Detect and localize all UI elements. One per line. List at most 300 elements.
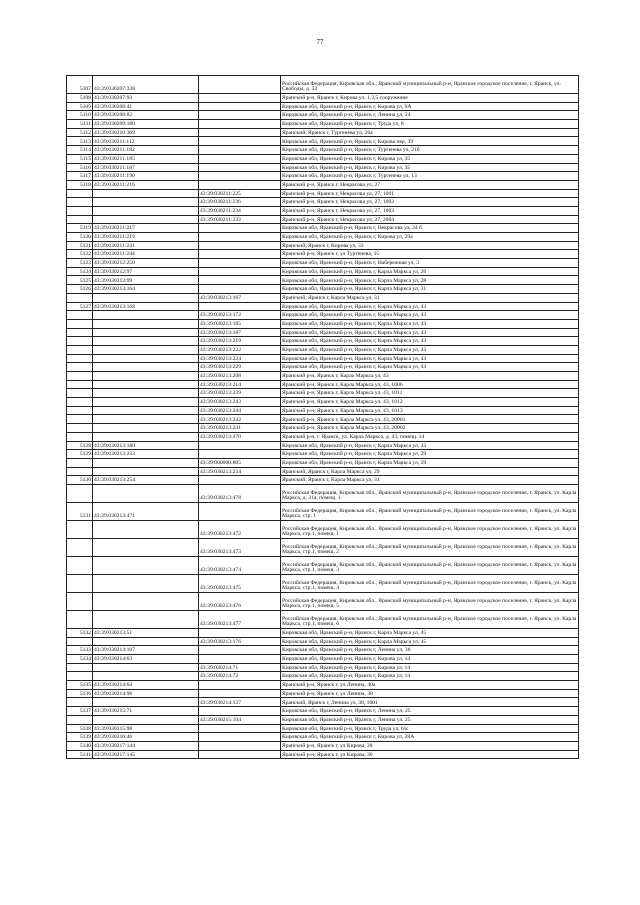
- cadastral-number-cell: [93, 372, 199, 381]
- address-cell: Яранский р-н, Яранск г, Некрасова ул, 27, 2004: [281, 215, 579, 224]
- sub-object-number-cell: [199, 476, 281, 485]
- row-number-cell: [67, 363, 93, 372]
- address-cell: Кировская обл, Яранский р-н, Яранск г, Кирова пер, 39: [281, 137, 579, 146]
- table-row: [67, 574, 579, 592]
- row-number-cell: [67, 574, 93, 592]
- table-row: [67, 467, 579, 476]
- table-row: [67, 520, 579, 538]
- table-row: [67, 233, 579, 242]
- row-number-cell: 5138: [67, 724, 93, 733]
- sub-object-number-cell: [199, 302, 281, 311]
- table-row: [67, 556, 579, 574]
- row-number-cell: [67, 432, 93, 441]
- row-number-cell: [67, 215, 93, 224]
- table-row: [67, 637, 579, 646]
- sub-object-number-cell: 43:39:030211:225: [199, 189, 281, 198]
- table-row: [67, 180, 579, 189]
- cadastral-number-cell: 43:39:030217:144: [93, 741, 199, 750]
- sub-object-number-cell: 43:39:030213:239: [199, 389, 281, 398]
- row-number-cell: 5137: [67, 707, 93, 716]
- row-number-cell: 5141: [67, 750, 93, 759]
- table-row: [67, 458, 579, 467]
- cadastral-number-cell: [93, 189, 199, 198]
- address-cell: Яранский р-н, Яранск г, ул Кирова, 28: [281, 741, 579, 750]
- cadastral-number-cell: 43:39:030208:82: [93, 111, 199, 120]
- address-cell: Кировская обл, Яранский р-н, Яранск г, Карла Маркса ул, 43: [281, 328, 579, 337]
- table-row: [67, 259, 579, 268]
- cadastral-number-cell: 43:39:030211:190: [93, 172, 199, 181]
- address-cell: Кировская обл, Яранский р-н, Яранск г, Некрасова ул, 24 б: [281, 224, 579, 233]
- sub-object-number-cell: 43:39:030213:478: [199, 484, 281, 502]
- row-number-cell: 5135: [67, 681, 93, 690]
- row-number-cell: [67, 637, 93, 646]
- sub-object-number-cell: 43:39:030213:243: [199, 398, 281, 407]
- row-number-cell: 5109: [67, 102, 93, 111]
- cadastral-number-cell: 43:39:030215:98: [93, 724, 199, 733]
- address-cell: Кировская обл, Яранский р-н, Яранск г, Кирова ул, 35: [281, 154, 579, 163]
- cadastral-number-cell: 43:39:030210:369: [93, 128, 199, 137]
- sub-object-number-cell: [199, 724, 281, 733]
- row-number-cell: 5123: [67, 259, 93, 268]
- table-row: [67, 363, 579, 372]
- address-cell: Кировская обл, Яранский р-н, Яранск г, Карла Маркса ул, 29: [281, 458, 579, 467]
- cadastral-number-cell: [93, 198, 199, 207]
- table-row: [67, 267, 579, 276]
- table-row: [67, 502, 579, 520]
- sub-object-number-cell: 43:39:030215:104: [199, 715, 281, 724]
- row-number-cell: [67, 556, 93, 574]
- row-number-cell: 5111: [67, 120, 93, 129]
- cadastral-number-cell: 43:39:030213:164: [93, 285, 199, 294]
- address-cell: Яранский, Яранск г, Карла Маркса ул, 31: [281, 293, 579, 302]
- address-cell: Кировская обл, Яранский р-н, Яранск г, Труда ул, 8: [281, 120, 579, 129]
- row-number-cell: [67, 293, 93, 302]
- table-row: [67, 250, 579, 259]
- address-cell: Кировская обл, Яранский р-н, Яранск г, Карла Маркса ул, 43: [281, 363, 579, 372]
- address-cell: Кировская обл, Яранский р-н, Яранск г, Труда ул, 6/к: [281, 724, 579, 733]
- cadastral-number-cell: [93, 293, 199, 302]
- row-number-cell: 5131: [67, 502, 93, 520]
- row-number-cell: 5113: [67, 137, 93, 146]
- row-number-cell: [67, 319, 93, 328]
- table-row: [67, 698, 579, 707]
- cadastral-number-cell: [93, 206, 199, 215]
- sub-object-number-cell: 43:39:030213:234: [199, 467, 281, 476]
- row-number-cell: [67, 345, 93, 354]
- address-cell: Кировская обл, Яранский р-н, Яранск г, Карла Маркса ул, 31: [281, 285, 579, 294]
- sub-object-number-cell: 43:39:030211:236: [199, 198, 281, 207]
- cadastral-number-cell: 43:39:030211:185: [93, 154, 199, 163]
- address-cell: Яранский р-н, Яранск г, Карла Маркса ул, 43, 1012: [281, 398, 579, 407]
- sub-object-number-cell: [199, 154, 281, 163]
- address-cell: Яранский, Яранск г, Ленина ул, 38, 1001: [281, 698, 579, 707]
- address-cell: Яранский р-н, Яранск г, Карла Маркса ул, 43, 20001: [281, 415, 579, 424]
- sub-object-number-cell: 43:39:030213:185: [199, 319, 281, 328]
- table-row: [67, 733, 579, 742]
- table-row: [67, 646, 579, 655]
- sub-object-number-cell: [199, 76, 281, 94]
- address-cell: Яранский р-н, Яранск г, Карла Маркса ул, 43, 20002: [281, 424, 579, 433]
- sub-object-number-cell: 43:39:030211:233: [199, 215, 281, 224]
- row-number-cell: 5118: [67, 180, 93, 189]
- sub-object-number-cell: 43:39:030213:222: [199, 345, 281, 354]
- table-row: [67, 94, 579, 103]
- sub-object-number-cell: [199, 741, 281, 750]
- table-row: [67, 215, 579, 224]
- address-cell: Яранский, Яранск г, Кирова ул, 33: [281, 241, 579, 250]
- table-row: [67, 120, 579, 129]
- address-cell: Российская Федерация, Кировская обл., Яранский муниципальный р-н, Яранское городское поселение, г. Яранск, ул. Свободы, д. 32: [281, 76, 579, 94]
- cadastral-number-cell: 43:39:030207:93: [93, 94, 199, 103]
- sub-object-number-cell: [199, 655, 281, 664]
- sub-object-number-cell: 43:39:030213:219: [199, 337, 281, 346]
- row-number-cell: [67, 198, 93, 207]
- cadastral-registry-table: [66, 75, 579, 759]
- address-cell: Кировская обл, Яранский р-н, Яранск г, Кирова ул, 35: [281, 163, 579, 172]
- sub-object-number-cell: [199, 241, 281, 250]
- cadastral-number-cell: 43:39:030211:216: [93, 180, 199, 189]
- cadastral-number-cell: 43:39:030211:217: [93, 224, 199, 233]
- address-cell: Кировская обл, Яранский р-н, Яранск г, Кирова ул, 9А: [281, 102, 579, 111]
- table-row: [67, 146, 579, 155]
- table-row: [67, 441, 579, 450]
- sub-object-number-cell: 43:39:030213:208: [199, 372, 281, 381]
- table-row: [67, 163, 579, 172]
- sub-object-number-cell: 43:39:030214:72: [199, 672, 281, 681]
- address-cell: Кировская обл, Яранский р-н, Яранск г, Карла Маркса ул, 33: [281, 441, 579, 450]
- cadastral-number-cell: [93, 432, 199, 441]
- address-cell: Яранский р-н, Яранск г, Карла Маркса ул, 43, 1006: [281, 380, 579, 389]
- address-cell: Кировская обл, Яранский р-н, Яранск г, Карла Маркса ул, 26: [281, 267, 579, 276]
- address-cell: Кировская обл, Яранский р-н, Яранск г, Карла Маркса ул, 28: [281, 276, 579, 285]
- cadastral-number-cell: [93, 345, 199, 354]
- table-row: [67, 102, 579, 111]
- sub-object-number-cell: 43:39:030213:187: [199, 328, 281, 337]
- address-cell: Российская Федерация, Кировская обл., Яранский муниципальный р-н, Яранское городское поселение, г. Яранск, ул. Карла Маркса, стр.1, помещ. 6: [281, 610, 579, 628]
- cadastral-number-cell: [93, 592, 199, 610]
- sub-object-number-cell: [199, 111, 281, 120]
- row-number-cell: 5139: [67, 733, 93, 742]
- address-cell: Яранский р-н, Яранск г, Карла Маркса ул, 43, 1011: [281, 389, 579, 398]
- row-number-cell: [67, 458, 93, 467]
- cadastral-number-cell: [93, 637, 199, 646]
- sub-object-number-cell: [199, 681, 281, 690]
- table-row: [67, 689, 579, 698]
- row-number-cell: [67, 538, 93, 556]
- address-cell: Яранский р-н, Яранск г, Некрасова ул, 27, 1001: [281, 189, 579, 198]
- table-row: [67, 302, 579, 311]
- sub-object-number-cell: [199, 250, 281, 259]
- table-row: [67, 655, 579, 664]
- address-cell: Кировская обл, Яранский р-н, Яранск г, Тургенева ул, 13: [281, 172, 579, 181]
- row-number-cell: 5130: [67, 476, 93, 485]
- row-number-cell: 5128: [67, 441, 93, 450]
- table-row: [67, 750, 579, 759]
- cadastral-number-cell: [93, 398, 199, 407]
- sub-object-number-cell: 43:39:030213:241: [199, 424, 281, 433]
- cadastral-number-cell: 43:39:030211:244: [93, 250, 199, 259]
- cadastral-number-cell: [93, 415, 199, 424]
- table-row: [67, 380, 579, 389]
- address-cell: Российская Федерация, Кировская обл., Яранский муниципальный р-н, Яранское городское поселение, г. Яранск, ул. Карла Маркса, стр.1, помещ. 5: [281, 592, 579, 610]
- sub-object-number-cell: [199, 137, 281, 146]
- sub-object-number-cell: [199, 689, 281, 698]
- cadastral-number-cell: 43:39:030211:219: [93, 233, 199, 242]
- table-row: [67, 398, 579, 407]
- row-number-cell: 5116: [67, 163, 93, 172]
- sub-object-number-cell: 43:39:030213:172: [199, 311, 281, 320]
- row-number-cell: 5136: [67, 689, 93, 698]
- table-row: [67, 198, 579, 207]
- sub-object-number-cell: 43:39:030213:244: [199, 406, 281, 415]
- cadastral-number-cell: [93, 215, 199, 224]
- row-number-cell: [67, 311, 93, 320]
- table-row: [67, 724, 579, 733]
- table-row: [67, 276, 579, 285]
- row-number-cell: 5133: [67, 646, 93, 655]
- sub-object-number-cell: 43:39:000000:805: [199, 458, 281, 467]
- table-row: [67, 189, 579, 198]
- row-number-cell: [67, 520, 93, 538]
- sub-object-number-cell: 43:39:030213:474: [199, 556, 281, 574]
- address-cell: Кировская обл, Яранский р-н, Яранск г, Ленина ул, 25: [281, 707, 579, 716]
- address-cell: Кировская обл, Яранский р-н, Яранск г, Карла Маркса ул, 43: [281, 319, 579, 328]
- sub-object-number-cell: 43:39:030213:167: [199, 293, 281, 302]
- address-cell: Яранский, Яранск г, Карла Маркса ул, 31: [281, 476, 579, 485]
- table-row: [67, 415, 579, 424]
- table-row: [67, 111, 579, 120]
- row-number-cell: [67, 337, 93, 346]
- table-row: [67, 610, 579, 628]
- table-row: [67, 628, 579, 637]
- row-number-cell: [67, 372, 93, 381]
- sub-object-number-cell: [199, 267, 281, 276]
- row-number-cell: 5134: [67, 655, 93, 664]
- row-number-cell: 5121: [67, 241, 93, 250]
- cadastral-number-cell: [93, 484, 199, 502]
- cadastral-number-cell: [93, 538, 199, 556]
- address-cell: Российская Федерация, Кировская обл., Яранский муниципальный р-н, Яранское городское поселение, г. Яранск, ул. Карла Маркса, стр.1, помещ. 4: [281, 574, 579, 592]
- table-row: [67, 389, 579, 398]
- sub-object-number-cell: [199, 233, 281, 242]
- cadastral-number-cell: 43:39:030213:51: [93, 628, 199, 637]
- address-cell: Кировская обл, Яранский р-н, Яранск г, Карла Маркса ул, 43: [281, 311, 579, 320]
- sub-object-number-cell: [199, 276, 281, 285]
- cadastral-number-cell: [93, 337, 199, 346]
- cadastral-number-cell: [93, 311, 199, 320]
- address-cell: Кировская обл, Яранский р-н, Яранск г, Кирова ул, 14: [281, 672, 579, 681]
- table-row: [67, 707, 579, 716]
- address-cell: Яранский р-н, Яранск г, ул Ленина, 38: [281, 689, 579, 698]
- sub-object-number-cell: 43:39:030213:224: [199, 354, 281, 363]
- row-number-cell: 5114: [67, 146, 93, 155]
- table-row: [67, 154, 579, 163]
- address-cell: Кировская обл, Яранский р-н, Яранск г, Карла Маркса ул, 45: [281, 637, 579, 646]
- sub-object-number-cell: [199, 733, 281, 742]
- table-row: [67, 372, 579, 381]
- address-cell: Яранский р-н, Яранск г, Карла Маркса ул, 43, 1013: [281, 406, 579, 415]
- address-cell: Яранский р-н, Яранск г, ул Кирова, 30: [281, 750, 579, 759]
- cadastral-number-cell: 43:39:030214:64: [93, 681, 199, 690]
- table-row: [67, 354, 579, 363]
- cadastral-number-cell: 43:39:030212:250: [93, 259, 199, 268]
- sub-object-number-cell: 43:39:030213:477: [199, 610, 281, 628]
- cadastral-number-cell: [93, 389, 199, 398]
- address-cell: Кировская обл, Яранский р-н, Яранск г, Карла Маркса ул, 43: [281, 345, 579, 354]
- sub-object-number-cell: 43:39:030213:475: [199, 574, 281, 592]
- address-cell: Российская Федерация, Кировская обл., Яранский муниципальный р-н, Яранское городское поселение, г. Яранск, ул. Карла Маркса, д. 31а, помещ. 1: [281, 484, 579, 502]
- cadastral-number-cell: 43:39:030207:338: [93, 76, 199, 94]
- row-number-cell: 5129: [67, 450, 93, 459]
- address-cell: Яранский, Яранск г, Тургенева ул, 26а: [281, 128, 579, 137]
- address-cell: Кировская обл, Яранский р-н, Яранск г, Карла Маркса ул, 45: [281, 628, 579, 637]
- cadastral-number-cell: 43:39:030213:168: [93, 302, 199, 311]
- row-number-cell: [67, 698, 93, 707]
- row-number-cell: 5122: [67, 250, 93, 259]
- address-cell: Яранский р-н, г. Яранск, ул. Карла Маркса, д. 43, помещ. 14: [281, 432, 579, 441]
- cadastral-number-cell: 43:39:030213:254: [93, 476, 199, 485]
- sub-object-number-cell: [199, 120, 281, 129]
- cadastral-number-cell: 43:39:030214:63: [93, 655, 199, 664]
- row-number-cell: [67, 610, 93, 628]
- row-number-cell: 5124: [67, 267, 93, 276]
- sub-object-number-cell: [199, 224, 281, 233]
- cadastral-number-cell: 43:39:030214:107: [93, 646, 199, 655]
- table-row: [67, 715, 579, 724]
- cadastral-number-cell: [93, 424, 199, 433]
- address-cell: Кировская обл, Яранский р-н, Яранск г, Кирова ул, 28А: [281, 733, 579, 742]
- table-row: [67, 345, 579, 354]
- cadastral-number-cell: 43:39:030213:180: [93, 441, 199, 450]
- cadastral-number-cell: 43:39:030211:182: [93, 146, 199, 155]
- sub-object-number-cell: [199, 707, 281, 716]
- sub-object-number-cell: 43:39:030213:214: [199, 380, 281, 389]
- sub-object-number-cell: 43:39:030214:137: [199, 698, 281, 707]
- sub-object-number-cell: 43:39:030213:242: [199, 415, 281, 424]
- address-cell: Яранский р-н, Яранск г, Некрасова ул, 27, 1002: [281, 198, 579, 207]
- row-number-cell: [67, 592, 93, 610]
- address-cell: Яранский р-н, Яранск г, Карла Маркса ул, 43: [281, 372, 579, 381]
- row-number-cell: [67, 406, 93, 415]
- row-number-cell: [67, 389, 93, 398]
- cadastral-number-cell: [93, 672, 199, 681]
- row-number-cell: [67, 189, 93, 198]
- row-number-cell: 5107: [67, 76, 93, 94]
- sub-object-number-cell: [199, 146, 281, 155]
- sub-object-number-cell: [199, 94, 281, 103]
- address-cell: Кировская обл, Яранский р-н, Яранск г, Карла Маркса ул, 43: [281, 302, 579, 311]
- address-cell: Яранский р-н, Яранск г, ул Тургенева, 15: [281, 250, 579, 259]
- cadastral-number-cell: 43:39:030213:471: [93, 502, 199, 520]
- page-number: 77: [316, 38, 324, 46]
- table-row: [67, 206, 579, 215]
- sub-object-number-cell: [199, 285, 281, 294]
- sub-object-number-cell: [199, 128, 281, 137]
- cadastral-number-cell: 43:39:030212:97: [93, 267, 199, 276]
- cadastral-number-cell: 43:39:030212:99: [93, 276, 199, 285]
- address-cell: Кировская обл, Яранский р-н, Яранск г, Тургенева ул, 21б: [281, 146, 579, 155]
- cadastral-number-cell: [93, 698, 199, 707]
- table-row: [67, 241, 579, 250]
- row-number-cell: 5119: [67, 224, 93, 233]
- row-number-cell: [67, 328, 93, 337]
- address-cell: Кировская обл, Яранский р-н, Яранск г, Набережная ул, 3: [281, 259, 579, 268]
- address-cell: Яранский р-н, Яранск г, Кирова ул, 1,3,5 сооружение: [281, 94, 579, 103]
- sub-object-number-cell: 43:39:030214:71: [199, 663, 281, 672]
- row-number-cell: 5110: [67, 111, 93, 120]
- row-number-cell: [67, 380, 93, 389]
- sub-object-number-cell: [199, 646, 281, 655]
- sub-object-number-cell: [199, 502, 281, 520]
- row-number-cell: 5120: [67, 233, 93, 242]
- row-number-cell: [67, 467, 93, 476]
- row-number-cell: 5117: [67, 172, 93, 181]
- address-cell: Российская Федерация, Кировская обл., Яранский муниципальный р-н, Яранское городское поселение, г. Яранск, ул. Карла Маркса, стр. 1: [281, 502, 579, 520]
- row-number-cell: [67, 354, 93, 363]
- table-row: [67, 285, 579, 294]
- sub-object-number-cell: [199, 441, 281, 450]
- cadastral-number-cell: [93, 574, 199, 592]
- cadastral-number-cell: [93, 610, 199, 628]
- table-row: [67, 672, 579, 681]
- table-row: [67, 172, 579, 181]
- row-number-cell: [67, 398, 93, 407]
- sub-object-number-cell: 43:39:030213:470: [199, 432, 281, 441]
- cadastral-number-cell: 43:39:030211:112: [93, 137, 199, 146]
- row-number-cell: [67, 206, 93, 215]
- table-row: [67, 311, 579, 320]
- address-cell: Кировская обл, Яранский р-н, Яранск г, Карла Маркса ул, 43: [281, 354, 579, 363]
- row-number-cell: 5125: [67, 276, 93, 285]
- sub-object-number-cell: [199, 180, 281, 189]
- sub-object-number-cell: [199, 163, 281, 172]
- sub-object-number-cell: 43:39:030213:472: [199, 520, 281, 538]
- cadastral-number-cell: [93, 556, 199, 574]
- table-row: [67, 406, 579, 415]
- cadastral-number-cell: 43:39:030211:187: [93, 163, 199, 172]
- cadastral-number-cell: 43:39:030215:71: [93, 707, 199, 716]
- table-row: [67, 741, 579, 750]
- cadastral-number-cell: [93, 663, 199, 672]
- cadastral-number-cell: 43:39:030211:241: [93, 241, 199, 250]
- cadastral-number-cell: [93, 319, 199, 328]
- row-number-cell: [67, 715, 93, 724]
- address-cell: Кировская обл, Яранский р-н, Яранск г, Ленина ул, 24: [281, 111, 579, 120]
- table-row: [67, 450, 579, 459]
- cadastral-number-cell: [93, 354, 199, 363]
- address-cell: Кировская обл, Яранский р-н, Яранск г, Ленина ул, 36: [281, 646, 579, 655]
- cadastral-number-cell: [93, 520, 199, 538]
- address-cell: Кировская обл, Яранский р-н, Яранск г, Кирова ул, 29а: [281, 233, 579, 242]
- sub-object-number-cell: [199, 750, 281, 759]
- address-cell: Яранский р-н, Яранск г, Некрасова ул, 27: [281, 180, 579, 189]
- address-cell: Кировская обл, Яранский р-н, Яранск г, Кирова ул, 14: [281, 655, 579, 664]
- sub-object-number-cell: 43:39:030213:476: [199, 592, 281, 610]
- address-cell: Яранский р-н, Яранск г, Некрасова ул, 27, 1003: [281, 206, 579, 215]
- table-row: [67, 137, 579, 146]
- sub-object-number-cell: [199, 172, 281, 181]
- row-number-cell: [67, 484, 93, 502]
- row-number-cell: 5115: [67, 154, 93, 163]
- table-row: [67, 328, 579, 337]
- sub-object-number-cell: 43:39:030213:176: [199, 637, 281, 646]
- cadastral-number-cell: 43:39:030216:46: [93, 733, 199, 742]
- address-cell: Кировская обл, Яранский р-н, Яранск г, Ленина ул, 25: [281, 715, 579, 724]
- cadastral-number-cell: 43:39:030214:96: [93, 689, 199, 698]
- table-row: [67, 592, 579, 610]
- sub-object-number-cell: 43:39:030213:229: [199, 363, 281, 372]
- row-number-cell: [67, 672, 93, 681]
